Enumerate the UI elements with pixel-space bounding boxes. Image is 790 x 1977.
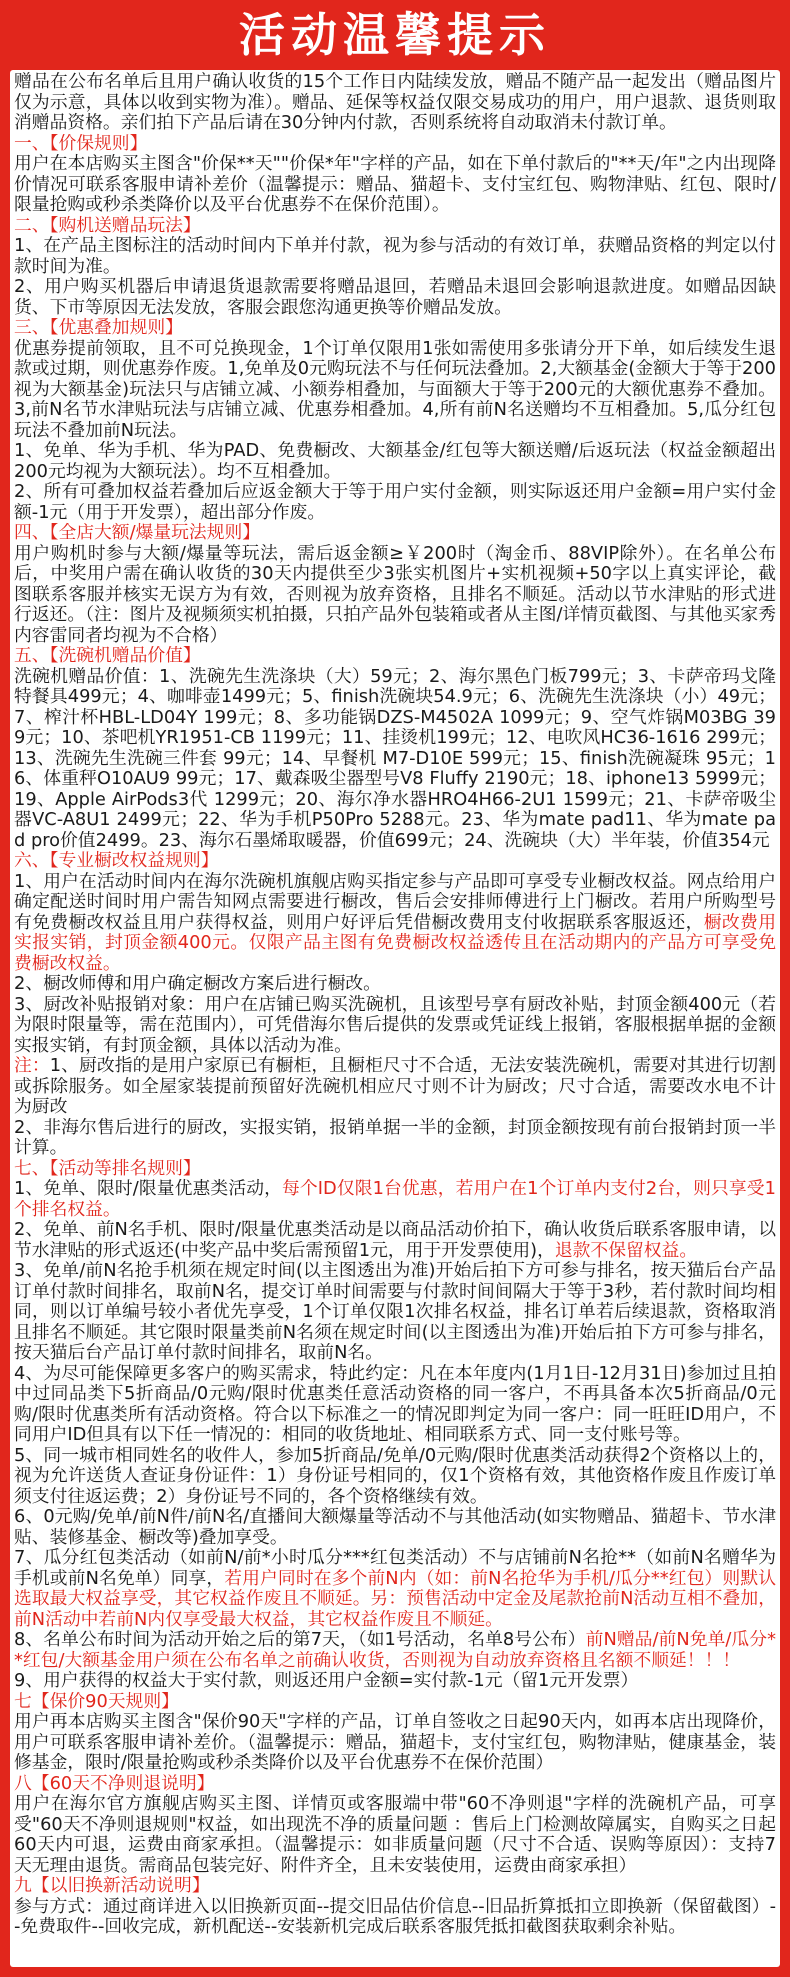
section-cabinet	[14, 851, 776, 1159]
section-heading: 六、【专业橱改权益规则】	[14, 850, 219, 871]
notice-panel	[10, 70, 780, 1967]
section-heading: 七、【活动等排名规则】	[14, 1157, 201, 1179]
section-gift-values	[14, 646, 776, 851]
section-price-90	[14, 1692, 776, 1774]
section-price-protection	[14, 134, 776, 216]
rule-item	[14, 1220, 776, 1261]
rule-highlight: 2、所有可叠加权益若叠加后应返金额大于等于用户实付金额，则实际返还用户金额=用户实付金额-1元（用于开发票），超出部分作废。	[14, 481, 776, 523]
rule-item	[14, 1179, 776, 1220]
section-text: 用户在海尔官方旗舰店购买主图、详情页或客服端中带"60不净则退"字样的洗碗机产品，可享受"60天不净则退规则"权益，如出现洗不净的质量问题 ：售后上门检测故障属实，自购买之日起60天内可退，运费由商家承担。（温馨提示：如非质量问题（尺寸不合适、误购等原因）：支持7天无理由退货。需商品包装完好、附件齐全，且未安装使用，运费由商家承担）	[14, 1793, 776, 1876]
section-text: 洗碗机赠品价值：1、洗碗先生洗涤块（大）59元；2、海尔黑色门板799元；3、卡萨帝玛戈隆特餐具499元；4、咖啡壶1499元；5、finish洗碗块54.9元；6、洗碗先生洗涤块（小）49元；7、榨汁杯HBL-LD04Y 199元；8、多功能锅DZS-M4502A 1099元；9、空气炸锅M03BG 399元；10、茶吧机YR1951-CB 1199元；11、挂烫机199元；12、电吹风HC36-1616 299元；13、洗碗先生洗碗三件套 99元；14、早餐机 M7-D10E 599元；15、finish洗碗凝珠 95元；16、体重秤O10AU9 99元；17、戴森吸尘器型号V8 Fluffy 2190元；18、iphone13 5999元；19、Apple AirPods3代 1299元；20、海尔净水器HRO4H66-2U1 1599元；21、卡萨帝吸尘器VC-A8U1 2499元；22、华为手机P50Pro 5288元。23、华为mate pad11、华为mate pad pro价值2499。23、海尔石墨烯取暖器，价值699元；24、洗碗块（大）半年装，价值354元	[14, 665, 776, 851]
rule-item: 2、用户购买机器后申请退货退款需要将赠品退回，若赠品未退回会影响退款进度。如赠品因缺货、下市等原因无法发放，客服会跟您沟通更换等价赠品发放。	[14, 276, 776, 318]
rule-highlight: 前N赠品/前N免单/瓜分**红包/大额基金用户须在公布名单之前确认收货，否则视为自动放弃资格且名额不顺延！！！	[14, 1629, 776, 1671]
rule-highlight: 橱改费用实报实销，封顶金额400元。仅限产品主图有免费橱改权益透传且在活动期内的产品方可享受免费橱改权益。	[14, 911, 776, 974]
rule-highlight: 1、免单、华为手机、华为PAD、免费橱改、大额基金/红包等大额送赠/后返玩法（权益金额超出200元均视为大额玩法）。均不互相叠加。	[14, 440, 776, 482]
rule-item: 3、厨改补贴报销对象：用户在店铺已购买洗碗机，且该型号享有厨改补贴，封顶金额400元（若为限时限量等，需在范围内），可凭借海尔售后提供的发票或凭证线上报销，客服根据单据的金额实报实销，有封顶金额，具体以活动为准。	[14, 993, 776, 1056]
page-title: 活动温馨提示	[239, 8, 551, 62]
rule-item	[14, 1630, 776, 1671]
note-item	[14, 1056, 776, 1118]
section-heading: 四、【全店大额/爆量玩法规则】	[14, 522, 261, 543]
note-text: 1、厨改指的是用户家原已有橱柜，且橱柜尺寸不合适，无法安装洗碗机，需要对其进行切割或拆除服务。如全屋家装提前预留好洗碗机相应尺寸则不计为厨改；尺寸合适，需要改水电不计为厨改	[14, 1055, 776, 1117]
rule-item: 4、为尽可能保障更多客户的购买需求，特此约定：凡在本年度内(1月1日-12月31日)参加过且拍中过同品类下5折商品/0元购/限时优惠类任意活动资格的同一客户，不再具备本次5折商品/0元购/限时优惠类所有活动资格。符合以下标准之一的情况即判定为同一客户：同一旺旺ID用户，不同用户ID但具有以下任一情况的：相同的收货地址、相同联系方式、同一支付账号等。	[14, 1362, 776, 1445]
rule-item: 1、在产品主图标注的活动时间内下单并付款，视为参与活动的有效订单，获赠品资格的判定以付款时间为准。	[14, 235, 776, 277]
section-heading: 九【以旧换新活动说明】	[14, 1875, 210, 1896]
rule-item: 5、同一城市相同姓名的收件人，参加5折商品/免单/0元购/限时优惠类活动获得2个资格以上的，视为允许送货人查证身份证件：1）身份证号相同的，仅1个资格有效，其他资格作废且作废订单须支付往返运费；2）身份证号不同的，各个资格继续有效。	[14, 1444, 776, 1507]
section-text: 用户在本店购买主图含"价保**天""价保*年"字样的产品，如在下单付款后的"**天/年"之内出现降价情况可联系客服申请补差价（温馨提示：赠品、猫超卡、支付宝红包、购物津贴、红包、限时/限量抢购或秒杀类降价以及平台优惠券不在保价范围）。	[14, 153, 776, 215]
rule-highlight: 每个ID仅限1台优惠，若用户在1个订单内支付2台，则只享受1个排名权益。	[14, 1178, 776, 1220]
rule-text: 1、免单、限时/限量优惠类活动，	[14, 1178, 282, 1199]
rule-highlight: 若用户同时在多个前N内（如：前N名抢华为手机/瓜分**红包）则默认选取最大权益享受，其它权益作废且不顺延。另：预售活动中定金及尾款抢前N活动互相不叠加，前N活动中若前N内仅享受最大权益，其它权益作废且不顺延。	[14, 1567, 776, 1630]
rule-item: 2、橱改师傅和用户确定橱改方案后进行橱改。	[14, 973, 381, 994]
section-text: 优惠券提前领取，且不可兑换现金，1个订单仅限用1张如需使用多张请分开下单，如后续发生退款或过期，则优惠券作废。1,免单及0元购玩法不与任何玩法叠加。2,大额基金(金额大于等于200视为大额基金)玩法只与店铺立减、小额券相叠加，与面额大于等于200元的大额优惠券不叠加。3,前N名节水津贴玩法与店铺立减、优惠券相叠加。4,所有前N名送赠均不互相叠加。5,瓜分红包玩法不叠加前N玩法。	[14, 337, 776, 441]
rule-highlight: 退款不保留权益。	[554, 1239, 698, 1261]
section-text: 用户购机时参与大额/爆量等玩法，需后返金额≥￥200时（淘金币、88VIP除外）。在名单公布后，中奖用户需在确认收货的30天内提供至少3张实机图片+实机视频+50字以上真实评论，截图联系客服并核实无误方为有效，否则视为放弃资格，且排名不顺延。活动以节水津贴的形式进行返还。（注：图片及视频须实机拍摄，只拍产品外包装箱或者从主图/详情页截图、与其他买家秀内容雷同者均视为不合格）	[14, 542, 776, 646]
section-big-rules	[14, 523, 776, 646]
section-clean-60	[14, 1774, 776, 1877]
section-gift-play	[14, 216, 776, 319]
section-stacking	[14, 318, 776, 523]
rule-text: 2、免单、前N名手机、限时/限量优惠类活动是以商品活动价拍下，确认收货后联系客服申请，以节水津贴的形式返还(中奖产品中奖后需预留1元，用于开发票使用)，	[14, 1219, 776, 1261]
rule-item: 3、免单/前N名抢手机须在规定时间(以主图透出为准)开始后拍下方可参与排名，按天猫后台产品订单付款时间排名，取前N名，提交订单时间需要与付款时间间隔大于等于3秒，若付款时间均相同，则以订单编号较小者优先享受，1个订单仅限1次排名权益，排名订单若后续退款，资格取消且排名不顺延。其它限时限量类前N名须在规定时间(以主图透出为准)开始后拍下方可参与排名，按天猫后台产品订单付款时间排名，取前N名。	[14, 1260, 776, 1363]
section-heading: 五、【洗碗机赠品价值】	[14, 645, 201, 666]
title-banner	[0, 0, 790, 70]
rule-item: 6、0元购/免单/前N件/前N名/直播间大额爆量等活动不与其他活动(如实物赠品、猫超卡、节水津贴、装修基金、橱改等)叠加享受。	[14, 1506, 776, 1548]
rule-text: 7、瓜分红包类活动（如前N/前*小时瓜分***红包类活动）不与店铺前N名抢**（如前N名赠华为手机或前N名免单）同享，	[14, 1547, 776, 1589]
note-label: 注：	[14, 1055, 50, 1076]
section-text: 用户再本店购买主图含"保价90天"字样的产品，订单自签收之日起90天内，如再本店出现降价，用户可联系客服申请补差价。（温馨提示：赠品，猫超卡，支付宝红包，购物津贴，健康基金，装修基金，限时/限量抢购或秒杀类降价以及平台优惠券不在保价范围）	[14, 1711, 776, 1773]
rule-item	[14, 872, 776, 975]
section-heading: 二、【购机送赠品玩法】	[14, 214, 201, 236]
note-item: 2、非海尔售后进行的厨改，实报实销，报销单据一半的金额，封顶金额按现有前台报销封顶一半计算。	[14, 1116, 776, 1158]
section-heading: 七【保价90天规则】	[14, 1690, 179, 1712]
section-trade-in	[14, 1876, 776, 1938]
rule-highlight: 9、用户获得的权益大于实付款，则返还用户金额=实付款-1元（留1元开发票）	[14, 1670, 639, 1691]
section-heading: 一、【价保规则】	[14, 132, 148, 154]
rule-text: 8、名单公布时间为活动开始之后的第7天，（如1号活动，名单8号公布）	[14, 1629, 586, 1650]
rule-text: 1、用户在活动时间内在海尔洗碗机旗舰店购买指定参与产品即可享受专业橱改权益。网点给用户确定配送时间时用户需告知网点需要进行橱改，售后会安排师傅进行上门橱改。若用户所购型号有免费橱改权益且用户获得权益，则用户好评后凭借橱改费用支付收据联系客服返还，	[14, 870, 776, 933]
section-heading: 三、【优惠叠加规则】	[14, 317, 183, 338]
section-text: 参与方式：通过商详进入以旧换新页面--提交旧品估价信息--旧品折算抵扣立即换新（保留截图）--免费取件--回收完成，新机配送--安装新机完成后联系客服凭抵扣截图获取剩余补贴。	[14, 1895, 776, 1937]
section-heading: 八【60天不净则退说明】	[14, 1772, 215, 1794]
rule-item	[14, 1548, 776, 1630]
intro-text: 赠品在公布名单后且用户确认收货的15个工作日内陆续发放，赠品不随产品一起发出（赠品图片仅为示意，具体以收到实物为准）。赠品、延保等权益仅限交易成功的用户，用户退款、退货则取消赠品资格。亲们拍下产品后请在30分钟内付款，否则系统将自动取消未付款订单。	[14, 71, 776, 133]
section-ranking	[14, 1159, 776, 1692]
